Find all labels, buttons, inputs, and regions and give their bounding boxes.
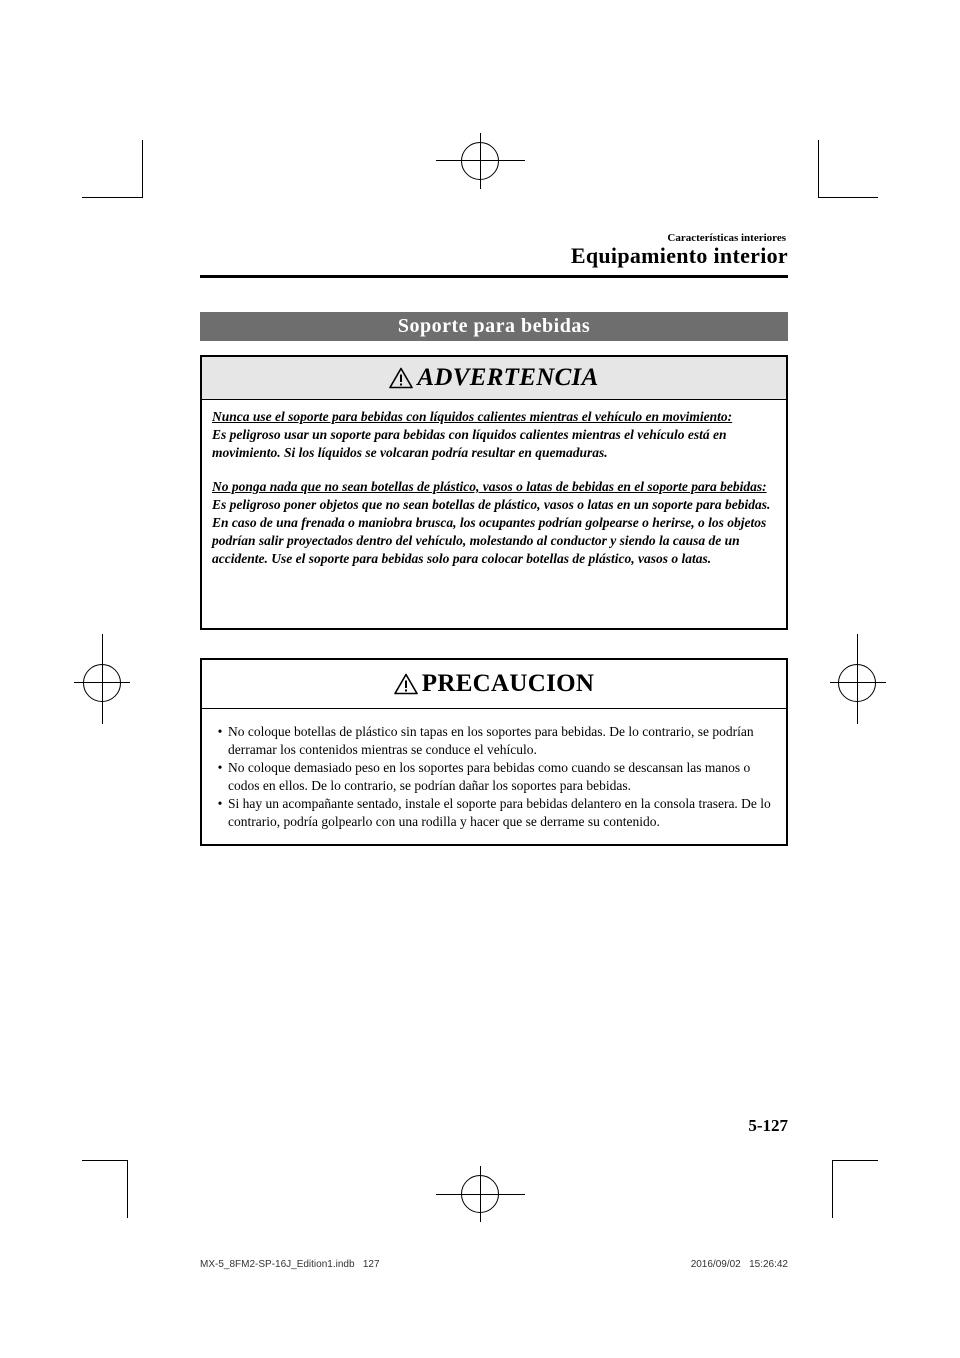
list-item [212, 723, 774, 759]
warning-triangle-icon [394, 673, 418, 695]
warning-triangle-icon [389, 367, 413, 389]
warning-item-heading: No ponga nada que no sean botellas de plástico, vasos o latas de bebidas en el soporte para bebidas: [212, 479, 767, 494]
header-rule [200, 275, 788, 278]
caution-body [202, 709, 786, 831]
list-item-text: No coloque botellas de plástico sin tapas en los soportes para bebidas. De lo contrario, se podrían derramar los contenidos mientras se conduce el vehículo. [228, 724, 754, 757]
warning-item-heading: Nunca use el soporte para bebidas con líquidos calientes mientras el vehículo en movimiento: [212, 409, 733, 424]
warning-item-text: Es peligroso usar un soporte para bebidas con líquidos calientes mientras el vehículo está en movimiento. Si los líquidos se volcaran podría resultar en quemaduras. [212, 427, 727, 460]
chapter-title: Equipamiento interior [570, 243, 788, 268]
warning-item [212, 408, 772, 462]
warning-header [202, 357, 786, 400]
print-file-slug: MX-5_8FM2-SP-16J_Edition1.indb 127 [200, 1259, 380, 1270]
warning-item-text: Es peligroso poner objetos que no sean botellas de plástico, vasos o latas en un soporte para bebidas. En caso de una frenada o maniobra brusca, los ocupantes podrían golpearse o herirse, o los objetos podrían salir proyectados dentro del vehículo, molestando al conductor y siendo la causa de un accidente. Use el soporte para bebidas solo para colocar botellas de plástico, vasos o latas. [212, 497, 771, 566]
bullet-dot: • [217, 724, 223, 739]
list-item-text: No coloque demasiado peso en los soportes para bebidas como cuando se descansan las manos o codos en ellos. De lo contrario, se podrían dañar los soportes para bebidas. [228, 760, 751, 793]
chapter-subtitle: Características interiores [667, 232, 786, 244]
warning-box [200, 355, 788, 630]
warning-title: ADVERTENCIA [417, 364, 599, 391]
warning-item [212, 478, 772, 568]
list-item-text: Si hay un acompañante sentado, instale el soporte para bebidas delantero en la consola trasera. De lo contrario, podría golpearlo con una rodilla y hacer que se derrame su contenido. [228, 796, 771, 829]
caution-title: PRECAUCION [421, 670, 595, 697]
page-number: 5-127 [748, 1116, 788, 1135]
list-item [212, 795, 774, 831]
section-title: Soporte para bebidas [200, 312, 788, 341]
bullet-dot: • [217, 796, 223, 811]
bullet-dot: • [217, 760, 223, 775]
warning-body [202, 400, 786, 568]
list-item [212, 759, 774, 795]
print-timestamp: 2016/09/02 15:26:42 [690, 1259, 788, 1270]
caution-header [202, 660, 786, 709]
caution-box [200, 658, 788, 846]
